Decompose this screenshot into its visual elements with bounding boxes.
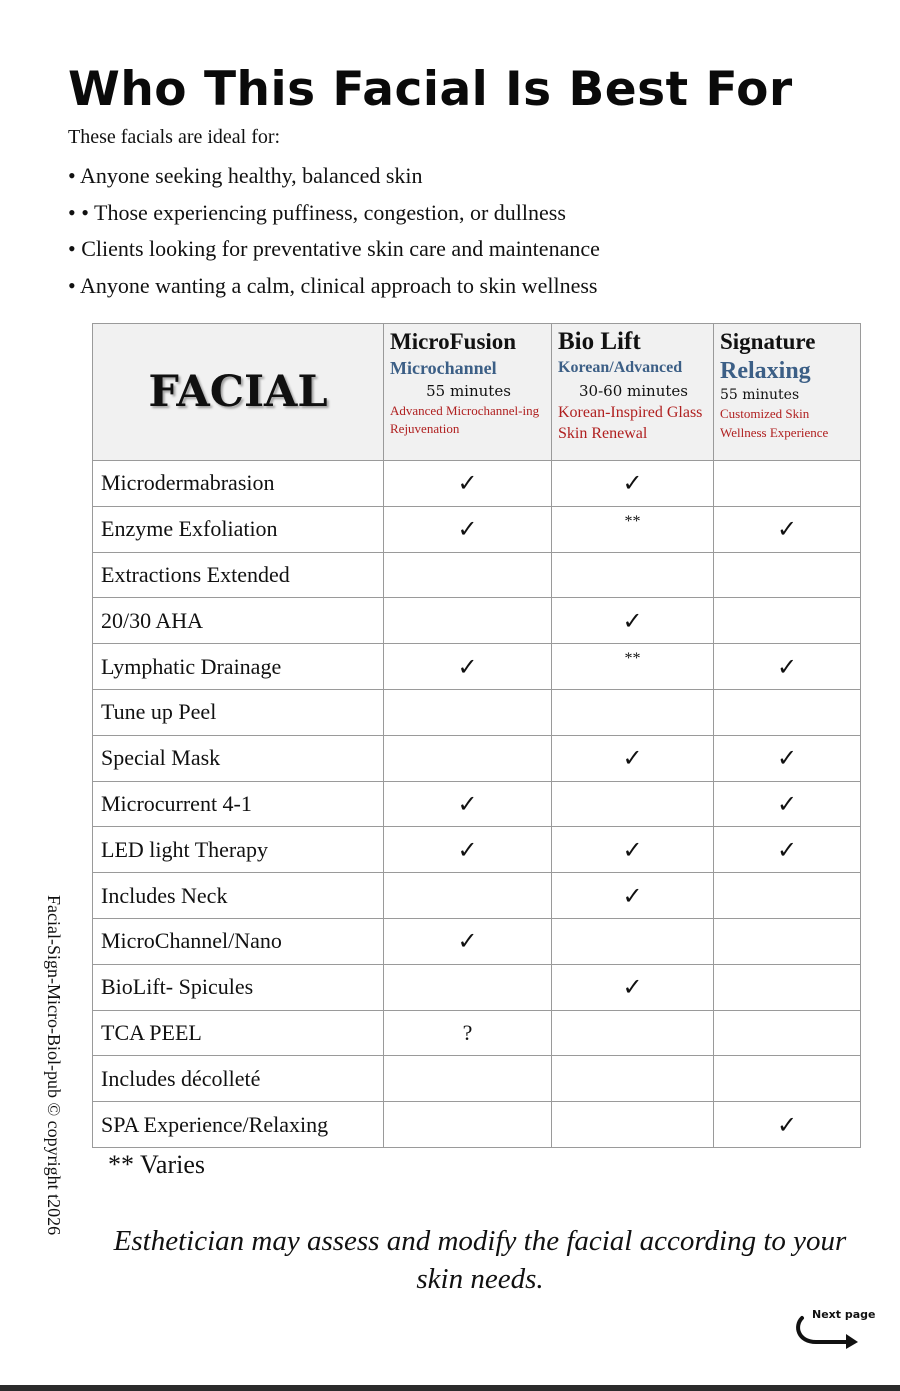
- table-row: [93, 873, 861, 919]
- empty-cell: [552, 552, 714, 598]
- checkmark-cell: ✓: [714, 644, 861, 690]
- table-header-row: [93, 324, 861, 461]
- table-row: [93, 1056, 861, 1102]
- table-row: [93, 827, 861, 873]
- varies-marker-cell: **: [552, 506, 714, 552]
- feature-label: LED light Therapy: [93, 827, 384, 873]
- table-row: [93, 781, 861, 827]
- feature-label: Extractions Extended: [93, 552, 384, 598]
- empty-cell: [384, 1056, 552, 1102]
- column-header-bio-lift: [552, 324, 714, 461]
- checkmark-cell: ✓: [714, 781, 861, 827]
- page-title: Who This Facial Is Best For: [68, 62, 793, 117]
- empty-cell: [714, 964, 861, 1010]
- bullet-item: • Clients looking for preventative skin care and maintenance: [68, 236, 600, 261]
- next-page-button[interactable]: [794, 1306, 874, 1350]
- column-description: Advanced Microchannel-ing Rejuvenation: [390, 403, 540, 436]
- empty-cell: [384, 598, 552, 644]
- bullet-item: • • Those experiencing puffiness, congestion, or dullness: [68, 199, 566, 225]
- column-header-microfusion: [384, 324, 552, 461]
- empty-cell: [384, 735, 552, 781]
- checkmark-cell: ✓: [714, 735, 861, 781]
- feature-label: Tune up Peel: [93, 689, 384, 735]
- table-row: [93, 552, 861, 598]
- column-duration: 55 minutes: [720, 387, 800, 403]
- column-name: Signature: [720, 329, 816, 354]
- empty-cell: [714, 1056, 861, 1102]
- empty-cell: [384, 689, 552, 735]
- empty-cell: [552, 918, 714, 964]
- varies-marker-cell: **: [552, 644, 714, 690]
- curved-arrow-icon: [794, 1312, 864, 1350]
- empty-cell: [714, 598, 861, 644]
- feature-label: BioLift- Spicules: [93, 964, 384, 1010]
- feature-label: MicroChannel/Nano: [93, 918, 384, 964]
- table-row: [93, 1010, 861, 1056]
- empty-cell: [384, 964, 552, 1010]
- checkmark-cell: ✓: [552, 461, 714, 507]
- column-duration: 30-60 minutes: [579, 382, 688, 400]
- column-header-signature: [714, 324, 861, 461]
- checkmark-cell: ✓: [384, 506, 552, 552]
- facial-heading-cell: [93, 324, 384, 461]
- table-row: [93, 689, 861, 735]
- checkmark-cell: ✓: [552, 873, 714, 919]
- empty-cell: [552, 1010, 714, 1056]
- empty-cell: [552, 781, 714, 827]
- empty-cell: [714, 552, 861, 598]
- checkmark-cell: ✓: [552, 598, 714, 644]
- empty-cell: [714, 1010, 861, 1056]
- copyright-side-note: Facial-Sign-Micro-Biol-pub © copyright t2026: [44, 895, 64, 1236]
- column-name: Bio Lift: [558, 328, 641, 355]
- feature-label: Includes Neck: [93, 873, 384, 919]
- checkmark-cell: ✓: [384, 827, 552, 873]
- bullet-item: • Anyone seeking healthy, balanced skin: [68, 163, 423, 188]
- bottom-rule: [0, 1385, 900, 1391]
- column-name: MicroFusion: [390, 329, 517, 354]
- table-row: [93, 506, 861, 552]
- bullet-item: • Anyone wanting a calm, clinical approach to skin wellness: [68, 272, 598, 298]
- empty-cell: [384, 1102, 552, 1148]
- table-body: [93, 461, 861, 1148]
- empty-cell: [714, 689, 861, 735]
- next-page-label: Next page: [812, 1308, 876, 1321]
- feature-label: TCA PEEL: [93, 1010, 384, 1056]
- checkmark-cell: ✓: [384, 461, 552, 507]
- table-row: [93, 461, 861, 507]
- column-description: Customized Skin Wellness Experience: [720, 406, 829, 440]
- table-row: [93, 1102, 861, 1148]
- checkmark-cell: ✓: [552, 735, 714, 781]
- empty-cell: [552, 689, 714, 735]
- empty-cell: [714, 873, 861, 919]
- table-row: [93, 598, 861, 644]
- checkmark-cell: ✓: [384, 644, 552, 690]
- empty-cell: [384, 873, 552, 919]
- checkmark-cell: ✓: [552, 964, 714, 1010]
- feature-label: 20/30 AHA: [93, 598, 384, 644]
- checkmark-cell: ✓: [714, 827, 861, 873]
- checkmark-cell: ✓: [714, 1102, 861, 1148]
- checkmark-cell: ✓: [384, 918, 552, 964]
- esthetician-note: Esthetician may assess and modify the facial according to your skin needs.: [113, 1225, 847, 1295]
- facial-heading: FACIAL: [148, 367, 328, 417]
- feature-label: Microcurrent 4-1: [93, 781, 384, 827]
- empty-cell: [552, 1102, 714, 1148]
- bullet-list: [68, 162, 600, 308]
- feature-label: Lymphatic Drainage: [93, 644, 384, 690]
- empty-cell: [552, 1056, 714, 1102]
- intro-text: These facials are ideal for:: [68, 126, 281, 148]
- column-description: Korean-Inspired Glass Skin Renewal: [558, 404, 703, 442]
- table-row: [93, 918, 861, 964]
- column-subtitle: Microchannel: [390, 358, 497, 378]
- checkmark-cell: ✓: [384, 781, 552, 827]
- checkmark-cell: ✓: [714, 506, 861, 552]
- empty-cell: [714, 918, 861, 964]
- empty-cell: [714, 461, 861, 507]
- varies-note: ** Varies: [108, 1150, 206, 1179]
- column-duration: 55 minutes: [426, 382, 511, 400]
- table-row: [93, 735, 861, 781]
- feature-label: Microdermabrasion: [93, 461, 384, 507]
- feature-label: SPA Experience/Relaxing: [93, 1102, 384, 1148]
- column-subtitle: Relaxing: [720, 358, 811, 384]
- table-row: [93, 644, 861, 690]
- feature-label: Enzyme Exfoliation: [93, 506, 384, 552]
- empty-cell: [384, 552, 552, 598]
- feature-label: Includes décolleté: [93, 1056, 384, 1102]
- column-subtitle: Korean/Advanced: [558, 359, 683, 376]
- feature-label: Special Mask: [93, 735, 384, 781]
- question-mark-cell: ?: [384, 1010, 552, 1056]
- checkmark-cell: ✓: [552, 827, 714, 873]
- facial-comparison-table: [92, 323, 861, 1148]
- table-row: [93, 964, 861, 1010]
